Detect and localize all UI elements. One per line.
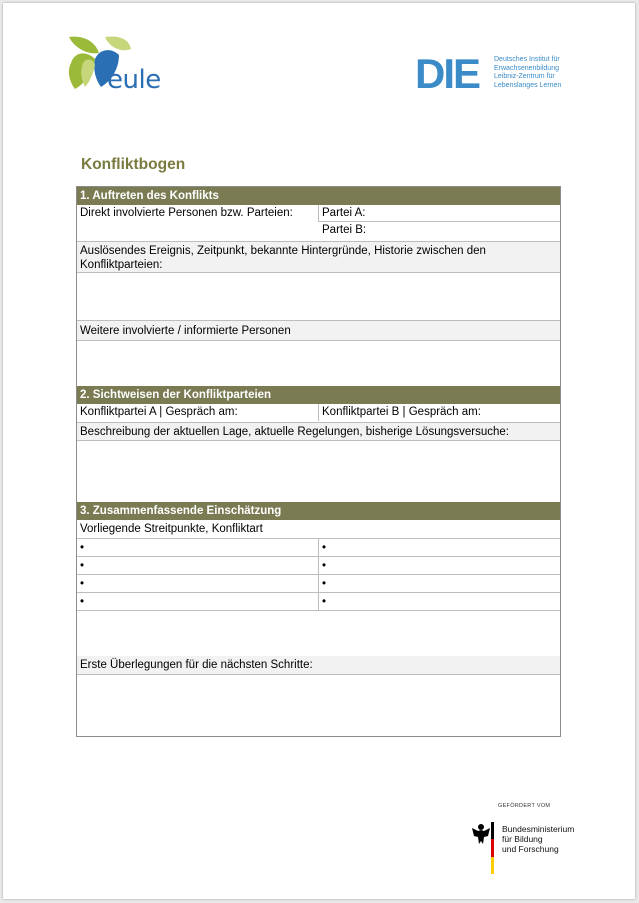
die-logo-icon: [413, 48, 491, 92]
next-steps-field[interactable]: [77, 674, 560, 736]
section3-header: 3. Zusammenfassende Einschätzung: [77, 502, 560, 520]
conflict-form: [76, 186, 561, 737]
issue-row: [77, 556, 560, 574]
party-a-meeting-field[interactable]: Konfliktpartei A | Gespräch am:: [77, 404, 319, 421]
party-b-meeting-field[interactable]: Konfliktpartei B | Gespräch am:: [322, 406, 481, 418]
section1-header: 1. Auftreten des Konflikts: [77, 187, 560, 205]
further-persons-label: Weitere involvierte / informierte Personen: [77, 320, 560, 340]
funding-label: GEFÖRDERT VOM: [498, 803, 551, 809]
bmbf-name: Bundesministerium für Bildung und Forschung: [502, 824, 575, 854]
trigger-event-field[interactable]: [77, 272, 560, 320]
next-steps-label: Erste Überlegungen für die nächsten Schritte:: [77, 656, 560, 674]
issue-bullet-left[interactable]: •: [77, 575, 319, 592]
section2-header: 2. Sichtweisen der Konfliktparteien: [77, 386, 560, 404]
issue-bullet-left[interactable]: •: [77, 539, 319, 556]
party-b-field[interactable]: Partei B:: [322, 224, 367, 236]
issue-bullet-left[interactable]: •: [77, 557, 319, 574]
party-a-field[interactable]: Partei A:: [319, 205, 560, 222]
issue-bullet-right[interactable]: •: [322, 542, 327, 554]
die-institute-name: Deutsches Institut für Erwachsenenbildung Leibniz-Zentrum für Lebenslanges Lernen: [494, 56, 562, 89]
german-flag-bar: [491, 822, 494, 874]
issue-bullet-right[interactable]: •: [322, 560, 327, 572]
issue-bullet-right[interactable]: •: [322, 578, 327, 590]
eule-logo-text: eule: [107, 65, 161, 95]
die-acronym: DIE: [415, 50, 480, 92]
issue-bullet-left[interactable]: •: [77, 593, 319, 610]
issues-label: Vorliegende Streitpunkte, Konfliktart: [80, 523, 263, 535]
issues-notes-field[interactable]: [77, 610, 560, 656]
situation-description-label: Beschreibung der aktuellen Lage, aktuelle Regelungen, bisherige Lösungsversuche:: [77, 422, 560, 440]
further-persons-field[interactable]: [77, 340, 560, 386]
issue-row: [77, 574, 560, 592]
issue-row: [77, 538, 560, 556]
issue-bullet-right[interactable]: •: [322, 596, 327, 608]
involved-parties-label: Direkt involvierte Personen bzw. Parteien:: [77, 205, 319, 222]
situation-description-field[interactable]: [77, 440, 560, 502]
perspectives-row: [77, 404, 560, 422]
involved-parties-row: [77, 205, 560, 241]
federal-eagle-icon: [470, 822, 492, 846]
page-title: Konfliktbogen: [81, 156, 186, 173]
issue-row: [77, 592, 560, 610]
trigger-event-label: Auslösendes Ereignis, Zeitpunkt, bekannte Hintergründe, Historie zwischen den Konfliktparteien:: [77, 241, 560, 272]
